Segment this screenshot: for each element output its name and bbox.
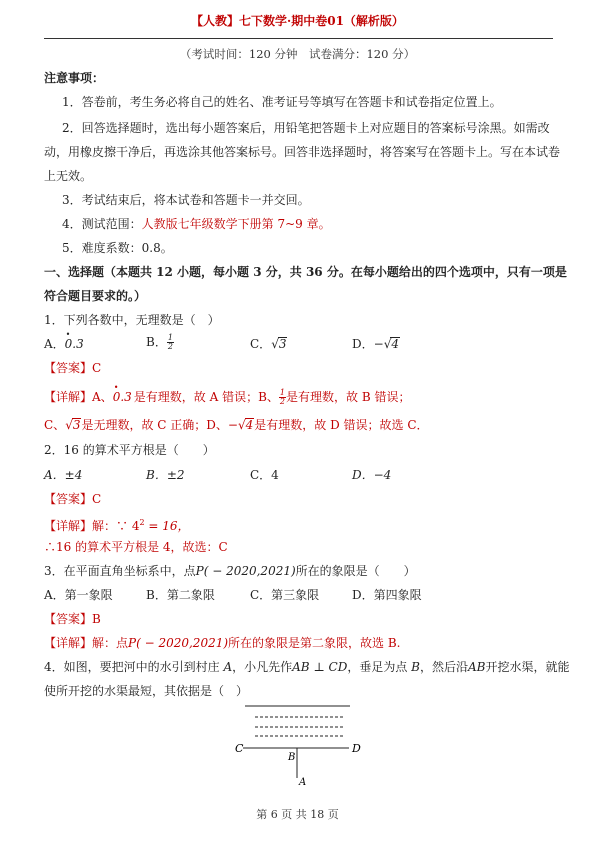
q3-detail bbox=[44, 635, 400, 651]
q1-option-c-radicand: 3 bbox=[278, 337, 287, 351]
q3-point: P( − 2020,2021) bbox=[195, 564, 296, 578]
q4-river-figure bbox=[225, 700, 375, 790]
q3-detail-text: 【详解】解：点 bbox=[44, 636, 129, 650]
q2-option-b: B．±2 bbox=[146, 468, 185, 482]
q1-option-d-label: D．− bbox=[352, 337, 384, 351]
q4-stem-line1 bbox=[44, 659, 570, 675]
q2-detail-exponent: 2 bbox=[139, 518, 145, 527]
q2-option-a: A．±4 bbox=[44, 468, 83, 482]
q1-detail-c-radicand: 3 bbox=[72, 418, 81, 432]
label-c: C bbox=[235, 742, 244, 755]
q2-detail-end: = 16， bbox=[144, 519, 190, 533]
notice-item-4-prefix: 4．测试范围： bbox=[62, 217, 142, 231]
q1-detail-a-value: • 0.3 bbox=[113, 389, 134, 405]
page-footer: 第 6 页 共 18 页 bbox=[256, 808, 339, 821]
label-a: A bbox=[299, 777, 307, 788]
q1-detail-d-radicand: 4 bbox=[245, 418, 254, 432]
q3-option-a: A．第一象限 bbox=[44, 588, 113, 602]
section-title-line2: 符合题目要求的。） bbox=[44, 289, 147, 303]
q2-detail-text: 【详解】解：∵ 4 bbox=[44, 519, 140, 533]
q1-option-c-label: C． bbox=[250, 337, 272, 351]
notice-item-1: 1．答卷前，考生务必将自己的姓名、准考证号等填写在答题卡和试卷指定位置上。 bbox=[62, 95, 502, 109]
label-d: D bbox=[352, 742, 361, 755]
q4-stem-text: 4．如图，要把河中的水引到村庄 bbox=[44, 660, 224, 674]
page-header-title: 【人教】七下数学·期中卷01（解析版） bbox=[191, 14, 404, 28]
header-rule bbox=[44, 38, 553, 39]
notice-item-2: 2．回答选择题时，选出每小题答案后，用铅笔把答题卡上对应题目的答案标号涂黑。如需改 bbox=[62, 121, 550, 135]
q4-foot: B bbox=[411, 660, 420, 674]
q1-option-b-fraction bbox=[167, 334, 174, 351]
fraction-numerator: 1 bbox=[279, 388, 285, 397]
section-title-line1: 一、选择题（本题共 12 小题，每小题 3 分，共 36 分。在每小题给出的四个选项中，只有一项是 bbox=[44, 265, 567, 279]
notice-item-2-cont: 动，用橡皮擦干净后，再选涂其他答案标号。回答非选择题时，将答案写在答题卡上。写在本试卷 bbox=[44, 145, 561, 159]
q2-stem: 2．16 的算术平方根是（ ） bbox=[44, 443, 215, 457]
q1-stem: 1．下列各数中，无理数是（ ） bbox=[44, 313, 220, 327]
q1-option-c: C．√3 bbox=[250, 337, 287, 351]
q4-perpendicular: AB ⊥ CD bbox=[292, 660, 348, 674]
q1-detail-b-fraction bbox=[279, 389, 286, 406]
q1-detail-c-text: 是无理数，故 C 正确；D、− bbox=[81, 418, 238, 432]
notice-item-3: 3．考试结束后，将本试卷和答题卡一并交回。 bbox=[62, 193, 310, 207]
q4-stem-text-3: ，垂足为点 bbox=[347, 660, 412, 674]
q3-option-b: B．第二象限 bbox=[146, 588, 215, 602]
q1-option-d: D．−√4 bbox=[352, 337, 399, 351]
q1-detail-b-text: 是有理数，故 B 错误； bbox=[286, 390, 411, 404]
q3-option-c: C．第三象限 bbox=[250, 588, 320, 602]
q2-option-c: C．4 bbox=[250, 468, 279, 482]
notice-heading: 注意事项： bbox=[44, 71, 105, 85]
q3-stem-end: 所在的象限是（ ） bbox=[295, 564, 416, 578]
q1-detail-line1 bbox=[44, 389, 410, 406]
fraction-denominator: 2 bbox=[279, 397, 285, 406]
q1-option-b bbox=[146, 334, 174, 351]
q1-answer: 【答案】C bbox=[44, 361, 102, 375]
q1-detail-label: 【详解】 bbox=[44, 390, 93, 404]
q1-option-b-label: B． bbox=[146, 335, 167, 349]
q4-stem-line2: 使所开挖的水渠最短，其依据是（ ） bbox=[44, 684, 249, 698]
q4-stem-text-5: 开挖水渠，就能 bbox=[485, 660, 570, 674]
q3-stem-text: 3．在平面直角坐标系中，点 bbox=[44, 564, 196, 578]
fraction-numerator: 1 bbox=[167, 333, 173, 342]
q1-detail-c: C、 bbox=[44, 418, 66, 432]
q2-answer: 【答案】C bbox=[44, 492, 102, 506]
q1-option-d-radicand: 4 bbox=[391, 337, 399, 351]
q2-detail bbox=[44, 515, 190, 534]
q4-village: A bbox=[223, 660, 233, 674]
q2-conclusion: ∴16 的算术平方根是 4，故选：C bbox=[44, 540, 228, 554]
q2-option-d: D．−4 bbox=[352, 468, 392, 482]
notice-item-5: 5．难度系数：0.8。 bbox=[62, 241, 173, 255]
q1-option-a-value: • 0.3 bbox=[65, 336, 86, 352]
fraction-denominator: 2 bbox=[167, 342, 173, 351]
notice-item-4 bbox=[62, 216, 331, 232]
notice-item-4-range: 人教版七年级数学下册第 7~9 章。 bbox=[141, 217, 331, 231]
q1-detail-a: A、 bbox=[92, 390, 113, 404]
q1-detail-a-text: 是有理数，故 A 错误；B、 bbox=[133, 390, 279, 404]
q3-option-d: D．第四象限 bbox=[352, 588, 422, 602]
label-b: B bbox=[288, 752, 296, 763]
q3-answer: 【答案】B bbox=[44, 612, 101, 626]
q4-stem-text-2: ，小凡先作 bbox=[232, 660, 293, 674]
q3-stem bbox=[44, 563, 416, 579]
q1-option-a bbox=[44, 336, 86, 352]
q4-stem-text-4: ，然后沿 bbox=[420, 660, 469, 674]
q1-detail-line2: C、√3是无理数，故 C 正确；D、−√4是有理数，故 D 错误；故选 C． bbox=[44, 418, 429, 432]
q3-detail-end: 所在的象限是第二象限，故选 B. bbox=[228, 636, 401, 650]
notice-item-2-end: 上无效。 bbox=[44, 169, 93, 183]
q3-detail-point: P( − 2020,2021) bbox=[128, 636, 229, 650]
q1-detail-d-text: 是有理数，故 D 错误；故选 C． bbox=[254, 418, 429, 432]
exam-subtitle: （考试时间：120 分钟 试卷满分：120 分） bbox=[179, 47, 416, 61]
q4-segment-ab: AB bbox=[468, 660, 486, 674]
q1-option-a-label: A． bbox=[44, 337, 65, 351]
